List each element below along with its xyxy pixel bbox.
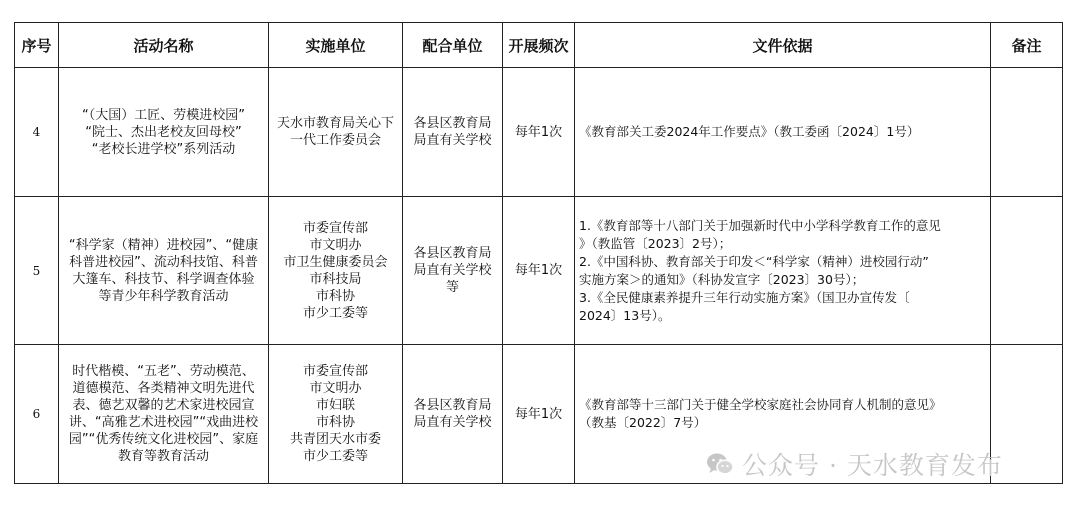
implementer-line: 市科协	[315, 288, 355, 304]
partner-line: 各县区教育局	[413, 398, 492, 413]
header-implementer: 实施单位	[269, 23, 403, 68]
header-remark: 备注	[991, 23, 1063, 68]
implementer-cell	[269, 345, 403, 484]
header-partner: 配合单位	[403, 23, 503, 68]
activity-cell	[59, 197, 269, 345]
activity-line: “院士、杰出老校友回母校”	[85, 124, 242, 140]
activity-line: 教育等教育活动	[117, 449, 209, 464]
files-line: 3.《全民健康素养提升三年行动实施方案》（国卫办宣传发〔	[579, 289, 910, 305]
remark-cell	[991, 197, 1063, 345]
header-files: 文件依据	[575, 23, 991, 68]
activity-line: 科普进校园”、流动科技馆、科普	[69, 254, 258, 270]
header-activity: 活动名称	[59, 23, 269, 68]
activity-cell	[59, 68, 269, 197]
implementer-line: 市委宣传部	[302, 220, 368, 236]
implementer-line: 一代工作委员会	[289, 133, 381, 148]
implementer-line: 市少工委等	[302, 305, 368, 321]
files-line: 1.《教育部等十八部门关于加强新时代中小学科学教育工作的意见	[579, 217, 941, 233]
wechat-icon	[706, 452, 734, 476]
header-no: 序号	[15, 23, 59, 68]
activity-line: 讲、“高雅艺术进校园”“戏曲进校	[68, 415, 259, 430]
implementer-line: 市文明办	[309, 237, 362, 253]
partner-line: 局直有关学校	[413, 263, 492, 278]
watermark-text: 公众号 · 天水教育发布	[742, 451, 1003, 480]
watermark	[706, 446, 1003, 482]
row-no: 5	[15, 197, 59, 345]
header-row	[15, 23, 1063, 68]
activity-cell	[59, 345, 269, 484]
partner-line: 等	[445, 280, 459, 295]
files-cell	[575, 68, 991, 197]
implementer-cell	[269, 68, 403, 197]
implementer-line: 市文明办	[309, 381, 362, 396]
activity-line: 园”“优秀传统文化进校园”、家庭	[68, 432, 259, 447]
partner-line: 局直有关学校	[413, 415, 492, 430]
table-row	[15, 68, 1063, 197]
partner-line: 各县区教育局	[413, 116, 492, 131]
implementer-line: 市妇联	[315, 398, 355, 413]
implementer-line: 市少工委等	[302, 449, 368, 464]
frequency-cell: 每年1次	[503, 345, 575, 484]
frequency-cell: 每年1次	[503, 68, 575, 197]
remark-cell	[991, 68, 1063, 197]
files-line: 实施方案＞的通知》（科协发宣字〔2023〕30号）；	[579, 271, 865, 287]
files-line: 《教育部关工委2024年工作要点》（教工委函〔2024〕1号）	[579, 124, 920, 139]
files-cell	[575, 197, 991, 345]
implementer-line: 市卫生健康委员会	[283, 254, 388, 270]
partner-cell	[403, 68, 503, 197]
activity-line: “老校长进学校”系列活动	[91, 141, 236, 157]
activity-line: 道德模范、各类精神文明先进代	[72, 381, 255, 396]
implementer-cell	[269, 197, 403, 345]
frequency-cell: 每年1次	[503, 197, 575, 345]
files-line: 2.《中国科协、教育部关于印发＜“科学家（精神）进校园行动”	[579, 253, 929, 269]
activity-table	[14, 22, 1063, 484]
implementer-line: 共青团天水市委	[289, 432, 381, 447]
row-no: 6	[15, 345, 59, 484]
files-line: （教基〔2022〕7号）	[579, 415, 707, 430]
table-row	[15, 197, 1063, 345]
implementer-line: 市科协	[315, 415, 355, 430]
implementer-line: 天水市教育局关心下	[276, 116, 394, 131]
implementer-line: 市科技局	[309, 271, 362, 287]
partner-line: 局直有关学校	[413, 133, 492, 148]
files-line: 2024〕13号）。	[579, 307, 671, 323]
activity-line: 等青少年科学教育活动	[98, 288, 229, 304]
partner-cell	[403, 345, 503, 484]
files-line: 》（教监管〔2023〕2号）；	[579, 235, 732, 251]
partner-line: 各县区教育局	[413, 246, 492, 261]
activity-line: 大篷车、科技节、科学调查体验	[72, 271, 255, 287]
activity-line: “（大国）工匠、劳模进校园”	[82, 107, 245, 123]
implementer-line: 市委宣传部	[302, 364, 368, 379]
files-line: 《教育部等十三部门关于健全学校家庭社会协同育人机制的意见》	[579, 397, 942, 412]
activity-line: 时代楷模、“五老”、劳动模范、	[72, 364, 255, 379]
partner-cell	[403, 197, 503, 345]
activity-line: “科学家（精神）进校园”、“健康	[68, 237, 259, 253]
row-no: 4	[15, 68, 59, 197]
activity-line: 表、德艺双馨的艺术家进校园宣	[72, 398, 255, 413]
header-frequency: 开展频次	[503, 23, 575, 68]
